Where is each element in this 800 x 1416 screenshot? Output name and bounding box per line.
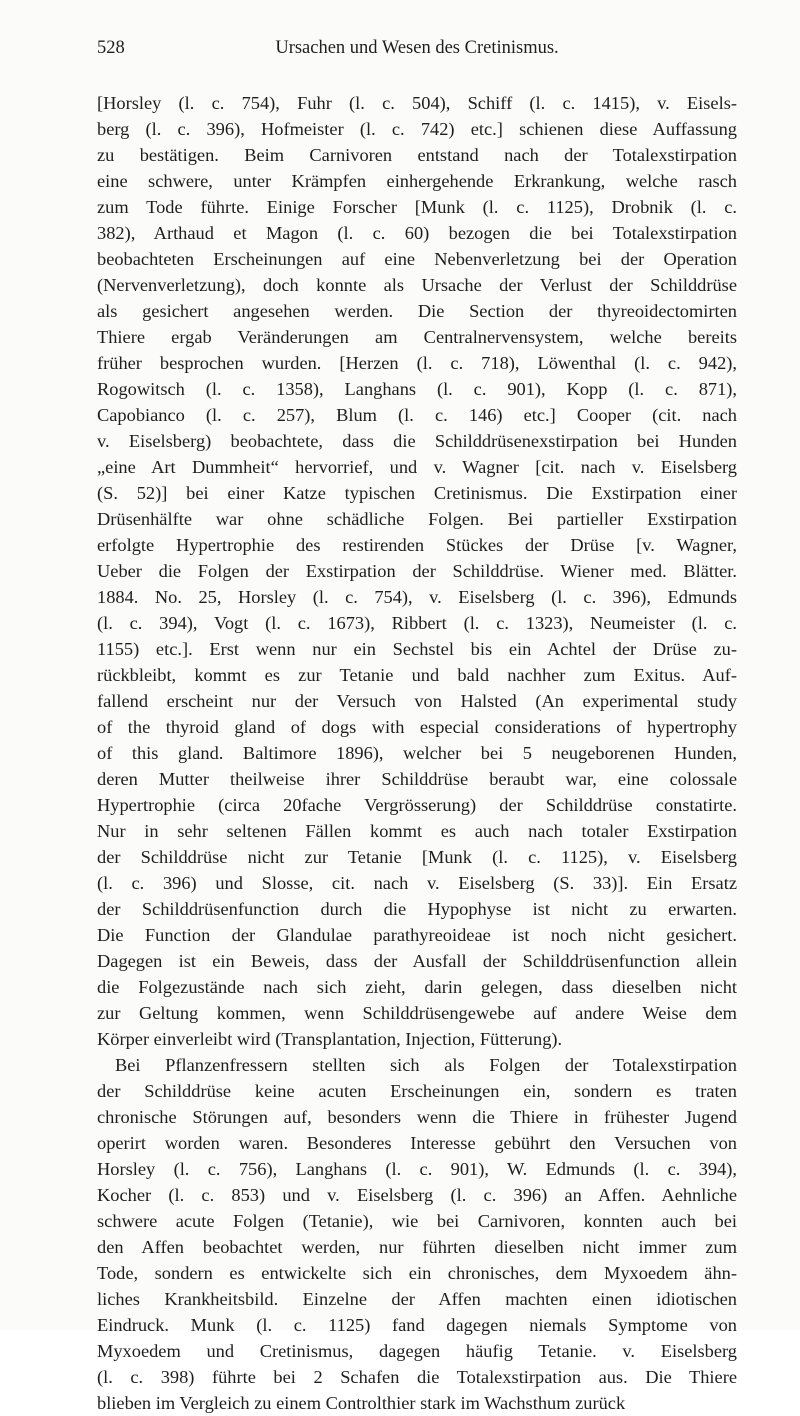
text-line: früher besprochen wurden. [Herzen (l. c. 718), Löwenthal (l. c. 942), bbox=[97, 353, 737, 373]
text-line: als gesichert angesehen werden. Die Section der thyreoidectomirten bbox=[97, 301, 737, 321]
text-line: Hypertrophie (circa 20fache Vergrösserung) der Schilddrüse constatirte. bbox=[97, 795, 737, 815]
text-line: v. Eiselsberg) beobachtete, dass die Schilddrüsenexstirpation bei Hunden bbox=[97, 431, 737, 451]
text-line: Rogowitsch (l. c. 1358), Langhans (l. c. 901), Kopp (l. c. 871), bbox=[97, 379, 737, 399]
text-line: (l. c. 398) führte bei 2 Schafen die Totalexstirpation aus. Die Thiere bbox=[97, 1367, 737, 1387]
text-line: [Horsley (l. c. 754), Fuhr (l. c. 504), Schiff (l. c. 1415), v. Eisels- bbox=[97, 93, 737, 113]
text-line: 382), Arthaud et Magon (l. c. 60) bezogen die bei Totalexstirpation bbox=[97, 223, 737, 243]
text-line: „eine Art Dummheit“ hervorrief, und v. Wagner [cit. nach v. Eiselsberg bbox=[97, 457, 737, 477]
page-number: 528 bbox=[97, 38, 125, 58]
text-line: eine schwere, unter Krämpfen einhergehende Erkrankung, welche rasch bbox=[97, 171, 737, 191]
text-line: Kocher (l. c. 853) und v. Eiselsberg (l. c. 396) an Affen. Aehnliche bbox=[97, 1185, 737, 1205]
text-line: of this gland. Baltimore 1896), welcher bei 5 neugeborenen Hunden, bbox=[97, 743, 737, 763]
text-line: Myxoedem und Cretinismus, dagegen häufig Tetanie. v. Eiselsberg bbox=[97, 1341, 737, 1361]
text-line: Nur in sehr seltenen Fällen kommt es auch nach totaler Exstirpation bbox=[97, 821, 737, 841]
text-line: beobachteten Erscheinungen auf eine Nebenverletzung bei der Operation bbox=[97, 249, 737, 269]
text-line: Bei Pflanzenfressern stellten sich als Folgen der Totalexstirpation bbox=[115, 1055, 737, 1075]
text-line: Die Function der Glandulae parathyreoideae ist noch nicht gesichert. bbox=[97, 925, 737, 945]
text-line: Eindruck. Munk (l. c. 1125) fand dagegen niemals Symptome von bbox=[97, 1315, 737, 1335]
text-line: fallend erscheint nur der Versuch von Halsted (An experimental study bbox=[97, 691, 737, 711]
text-line: blieben im Vergleich zu einem Controlthier stark im Wachsthum zurück bbox=[97, 1393, 626, 1413]
text-line: der Schilddrüsenfunction durch die Hypophyse ist nicht zu erwarten. bbox=[97, 899, 737, 919]
text-line: den Affen beobachtet werden, nur führten dieselben nicht immer zum bbox=[97, 1237, 737, 1257]
text-line: Drüsenhälfte war ohne schädliche Folgen. Bei partieller Exstirpation bbox=[97, 509, 737, 529]
text-line: schwere acute Folgen (Tetanie), wie bei Carnivoren, konnten auch bei bbox=[97, 1211, 737, 1231]
text-line: zum Tode führte. Einige Forscher [Munk (l. c. 1125), Drobnik (l. c. bbox=[97, 197, 737, 217]
text-line: berg (l. c. 396), Hofmeister (l. c. 742) etc.] schienen diese Auffassung bbox=[97, 119, 737, 139]
text-line: der Schilddrüse nicht zur Tetanie [Munk (l. c. 1125), v. Eiselsberg bbox=[97, 847, 737, 867]
text-line: chronische Störungen auf, besonders wenn die Thiere in frühester Jugend bbox=[97, 1107, 737, 1127]
text-line: (l. c. 394), Vogt (l. c. 1673), Ribbert (l. c. 1323), Neumeister (l. c. bbox=[97, 613, 737, 633]
text-line: (Nervenverletzung), doch konnte als Ursache der Verlust der Schilddrüse bbox=[97, 275, 737, 295]
text-line: (S. 52)] bei einer Katze typischen Cretinismus. Die Exstirpation einer bbox=[97, 483, 737, 503]
text-line: (l. c. 396) und Slosse, cit. nach v. Eiselsberg (S. 33)]. Ein Ersatz bbox=[97, 873, 737, 893]
text-line: Körper einverleibt wird (Transplantation, Injection, Fütterung). bbox=[97, 1029, 563, 1049]
text-line: of the thyroid gland of dogs with especial considerations of hypertrophy bbox=[97, 717, 737, 737]
text-line: 1884. No. 25, Horsley (l. c. 754), v. Eiselsberg (l. c. 396), Edmunds bbox=[97, 587, 737, 607]
text-line: erfolgte Hypertrophie des restirenden Stückes der Drüse [v. Wagner, bbox=[97, 535, 737, 555]
text-line: operirt worden waren. Besonderes Interesse gebührt den Versuchen von bbox=[97, 1133, 737, 1153]
text-line: zu bestätigen. Beim Carnivoren entstand nach der Totalexstirpation bbox=[97, 145, 737, 165]
text-line: 1155) etc.]. Erst wenn nur ein Sechstel bis ein Achtel der Drüse zu- bbox=[97, 639, 737, 659]
page-header bbox=[97, 36, 737, 60]
text-line: liches Krankheitsbild. Einzelne der Affen machten einen idiotischen bbox=[97, 1289, 737, 1309]
text-line: Thiere ergab Veränderungen am Centralnervensystem, welche bereits bbox=[97, 327, 737, 347]
text-line: Tode, sondern es entwickelte sich ein chronisches, dem Myxoedem ähn- bbox=[97, 1263, 737, 1283]
text-line: deren Mutter theilweise ihrer Schilddrüse beraubt war, eine colossale bbox=[97, 769, 737, 789]
text-line: Capobianco (l. c. 257), Blum (l. c. 146) etc.] Cooper (cit. nach bbox=[97, 405, 737, 425]
text-line: Horsley (l. c. 756), Langhans (l. c. 901), W. Edmunds (l. c. 394), bbox=[97, 1159, 737, 1179]
text-line: die Folgezustände nach sich zieht, darin gelegen, dass dieselben nicht bbox=[97, 977, 737, 997]
running-title: Ursachen und Wesen des Cretinismus. bbox=[275, 38, 559, 58]
text-line: Dagegen ist ein Beweis, dass der Ausfall der Schilddrüsenfunction allein bbox=[97, 951, 737, 971]
text-line: zur Geltung kommen, wenn Schilddrüsengewebe auf andere Weise dem bbox=[97, 1003, 737, 1023]
text-line: rückbleibt, kommt es zur Tetanie und bald nachher zum Exitus. Auf- bbox=[97, 665, 737, 685]
text-line: der Schilddrüse keine acuten Erscheinungen ein, sondern es traten bbox=[97, 1081, 737, 1101]
text-line: Ueber die Folgen der Exstirpation der Schilddrüse. Wiener med. Blätter. bbox=[97, 561, 737, 581]
